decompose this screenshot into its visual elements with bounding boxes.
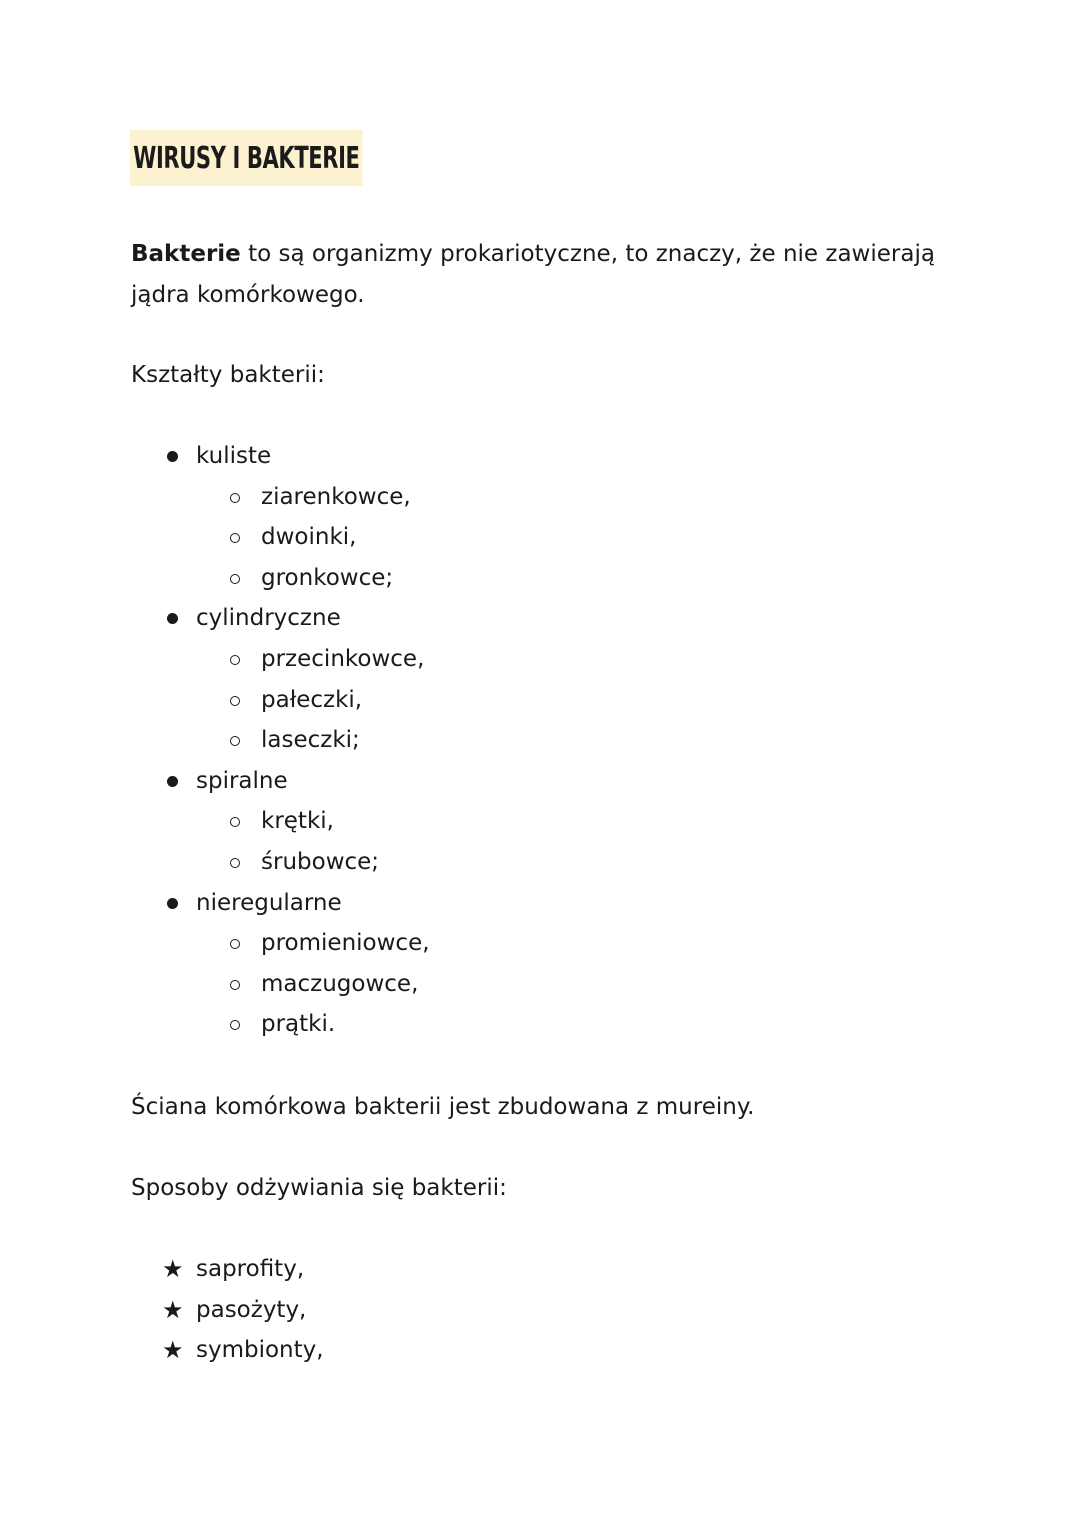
list-item: spiralne [0,761,430,802]
bullet-circle-icon [230,493,240,503]
intro-bold-term: Bakterie [131,241,241,267]
star-icon: ★ [162,1336,184,1365]
bullet-circle-icon [230,655,240,665]
cell-wall-paragraph: Ściana komórkowa bakterii jest zbudowana z mureiny. [131,1094,755,1120]
bullet-disc-icon [167,776,178,787]
list-item: ziarenkowce, [0,477,430,518]
bullet-circle-icon [230,574,240,584]
list-item: kuliste [0,436,430,477]
intro-text: to są organizmy prokariotyczne, to znaczy, że nie zawierają jądra komórkowego. [131,241,935,308]
list-item: krętki, [0,801,430,842]
list-item: laseczki; [0,720,430,761]
list-item: przecinkowce, [0,639,430,680]
nutrition-list [0,1249,324,1371]
list-item: dwoinki, [0,517,430,558]
list-item: promieniowce, [0,923,430,964]
list-item: pałeczki, [0,680,430,721]
list-item: nieregularne [0,883,430,924]
shapes-heading: Kształty bakterii: [131,362,325,388]
bullet-circle-icon [230,858,240,868]
bullet-circle-icon [230,533,240,543]
list-item: maczugowce, [0,964,430,1005]
bullet-disc-icon [167,613,178,624]
bullet-circle-icon [230,939,240,949]
list-item: ★ symbionty, [0,1330,324,1371]
list-item: ★ saprofity, [0,1249,324,1290]
nutrition-heading: Sposoby odżywiania się bakterii: [131,1175,507,1201]
list-item: śrubowce; [0,842,430,883]
star-icon: ★ [162,1255,184,1283]
star-icon: ★ [162,1295,184,1324]
bullet-circle-icon [230,1020,240,1030]
list-item: gronkowce; [0,558,430,599]
shapes-list [0,436,430,1045]
bullet-disc-icon [167,898,178,909]
bullet-disc-icon [167,451,178,462]
list-item: cylindryczne [0,598,430,639]
bullet-circle-icon [230,736,240,746]
bullet-circle-icon [230,696,240,706]
bullet-circle-icon [230,817,240,827]
intro-paragraph [131,234,971,316]
list-item: prątki. [0,1004,430,1045]
bullet-circle-icon [230,980,240,990]
list-item: ★ pasożyty, [0,1290,324,1331]
page-title: WIRUSY I BAKTERIE [130,130,363,186]
